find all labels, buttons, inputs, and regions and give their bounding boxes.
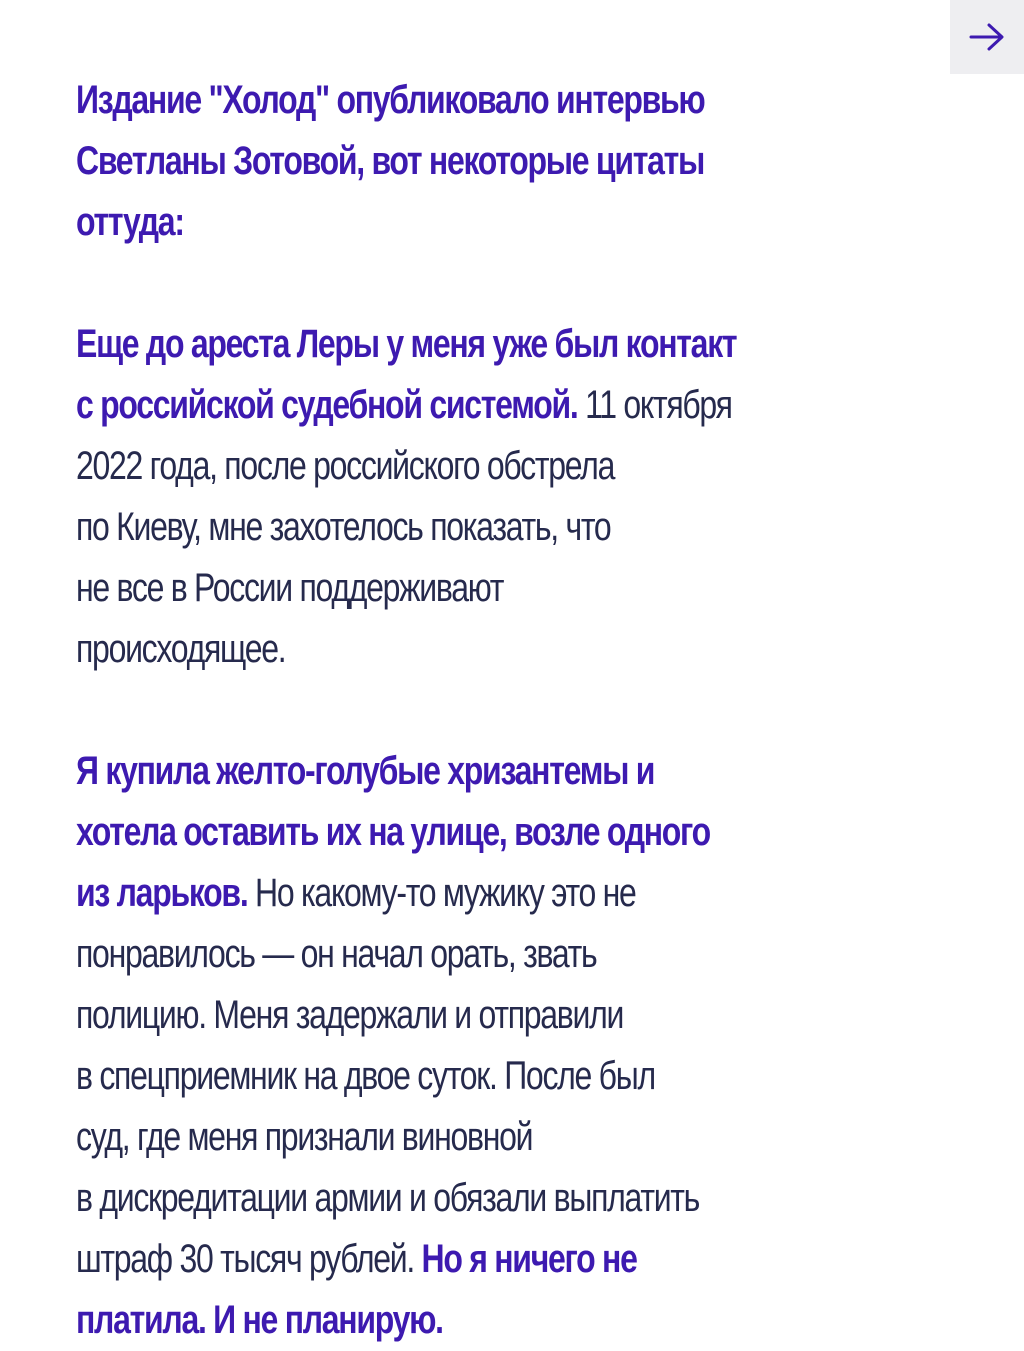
quote-line: происходящее. <box>76 627 286 671</box>
quote-highlight: из ларьков. <box>76 871 248 915</box>
quote-line: суд, где меня признали виновной <box>76 1115 533 1159</box>
article-body <box>76 70 956 1351</box>
quote-line: по Киеву, мне захотелось показать, что <box>76 505 611 549</box>
paragraph-gap <box>76 253 956 314</box>
quote-text: Но какому-то мужику это не <box>247 871 636 915</box>
intro-paragraph <box>76 70 956 253</box>
quote-paragraph-1 <box>76 314 956 680</box>
intro-line: Светланы Зотовой, вот некоторые цитаты <box>76 139 705 183</box>
quote-text: штраф 30 тысяч рублей. <box>76 1237 422 1281</box>
arrow-right-icon <box>965 15 1009 59</box>
quote-line: хотела оставить их на улице, возле одного <box>76 810 710 854</box>
quote-highlight: Но я ничего не <box>421 1237 637 1281</box>
quote-line: Еще до ареста Леры у меня уже был контакт <box>76 322 737 366</box>
paragraph-gap <box>76 680 956 741</box>
quote-text: 11 октября <box>577 383 732 427</box>
quote-line: в дискредитации армии и обязали выплатить <box>76 1176 700 1220</box>
quote-paragraph-2 <box>76 741 956 1351</box>
quote-line: платила. И не планирую. <box>76 1298 443 1342</box>
quote-line: полицию. Меня задержали и отправили <box>76 993 624 1037</box>
quote-line: не все в России поддерживают <box>76 566 504 610</box>
intro-line: оттуда: <box>76 200 184 244</box>
quote-line: понравилось — он начал орать, звать <box>76 932 597 976</box>
intro-line: Издание "Холод" опубликовало интервью <box>76 78 705 122</box>
quote-line: 2022 года, после российского обстрела <box>76 444 615 488</box>
quote-line: Я купила желто-голубые хризантемы и <box>76 749 655 793</box>
quote-line-mixed <box>76 375 956 436</box>
quote-line-mixed <box>76 863 956 924</box>
quote-highlight: с российской судебной системой. <box>76 383 578 427</box>
next-button[interactable] <box>950 0 1024 74</box>
quote-line: в спецприемник на двое суток. После был <box>76 1054 655 1098</box>
quote-line-mixed <box>76 1229 956 1290</box>
